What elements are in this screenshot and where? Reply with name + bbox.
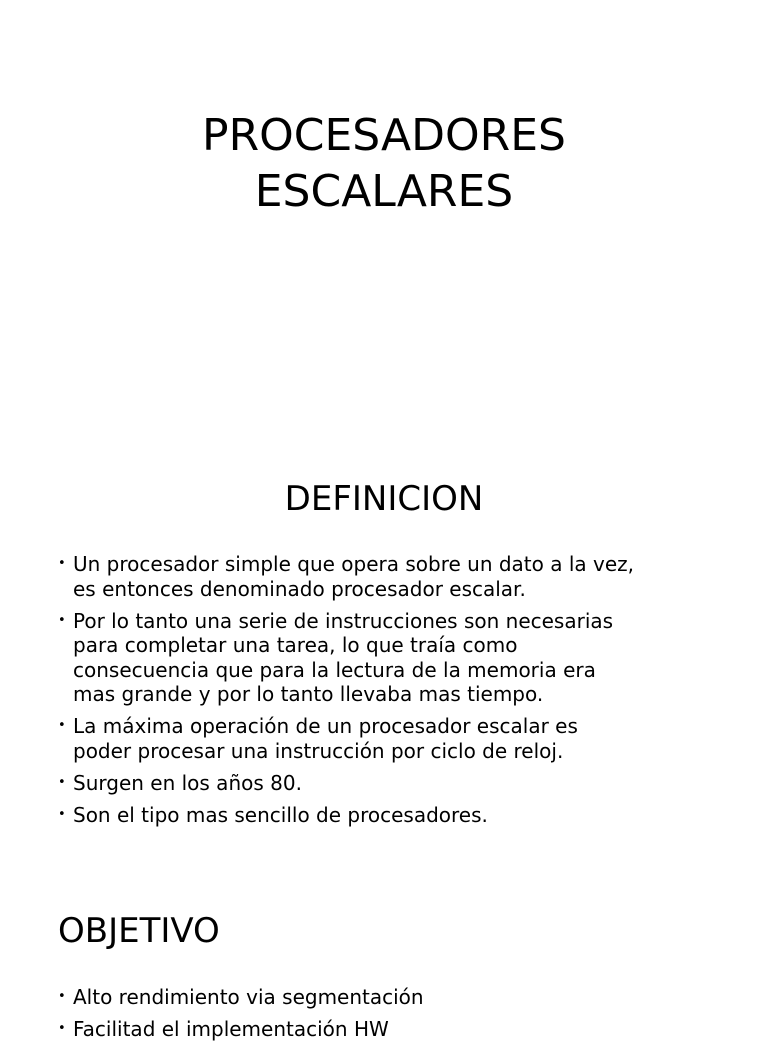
bullet-text-line: Son el tipo mas sencillo de procesadores. <box>73 802 488 827</box>
slide-title <box>0 108 768 220</box>
list-item <box>58 803 634 828</box>
bullet-text-line: La máxima operación de un procesador escalar es <box>73 714 578 738</box>
bullet-text-line: Por lo tanto una serie de instrucciones son necesarias <box>73 608 614 633</box>
bullet-icon: • <box>58 1021 66 1036</box>
bullet-icon: • <box>58 612 66 628</box>
bullet-text-line: para completar una tarea, lo que traía como <box>73 633 518 657</box>
list-item <box>58 552 634 601</box>
objetivo-heading: OBJETIVO <box>58 911 220 951</box>
bullet-text-line: Alto rendimiento via segmentación <box>73 985 424 1009</box>
bullet-text-line: Surgen en los años 80. <box>73 770 302 795</box>
bullet-text-line: mas grande y por lo tanto llevaba mas tiempo. <box>73 682 544 706</box>
objetivo-bullet-list <box>58 985 424 1049</box>
bullet-text-line: es entonces denominado procesador escalar. <box>73 576 526 601</box>
list-item <box>58 714 634 763</box>
list-item <box>58 771 634 796</box>
bullet-icon: • <box>58 989 66 1004</box>
bullet-icon: • <box>58 806 66 822</box>
list-item <box>58 985 424 1010</box>
bullet-icon: • <box>58 774 66 790</box>
list-item <box>58 1017 424 1042</box>
definicion-heading: DEFINICION <box>284 479 484 519</box>
bullet-text-line: Facilitad el implementación HW <box>73 1017 389 1041</box>
bullet-text-line: consecuencia que para la lectura de la memoria era <box>73 657 596 682</box>
definicion-bullet-list <box>58 552 634 835</box>
bullet-text-line: poder procesar una instrucción por ciclo de reloj. <box>73 738 564 763</box>
slide-title-line-1: PROCESADORES <box>202 110 566 161</box>
slide-title-line-2: ESCALARES <box>254 166 514 217</box>
bullet-icon: • <box>58 556 66 571</box>
bullet-text-line: Un procesador simple que opera sobre un dato a la vez, <box>73 552 635 576</box>
bullet-icon: • <box>58 718 66 733</box>
list-item <box>58 609 634 707</box>
